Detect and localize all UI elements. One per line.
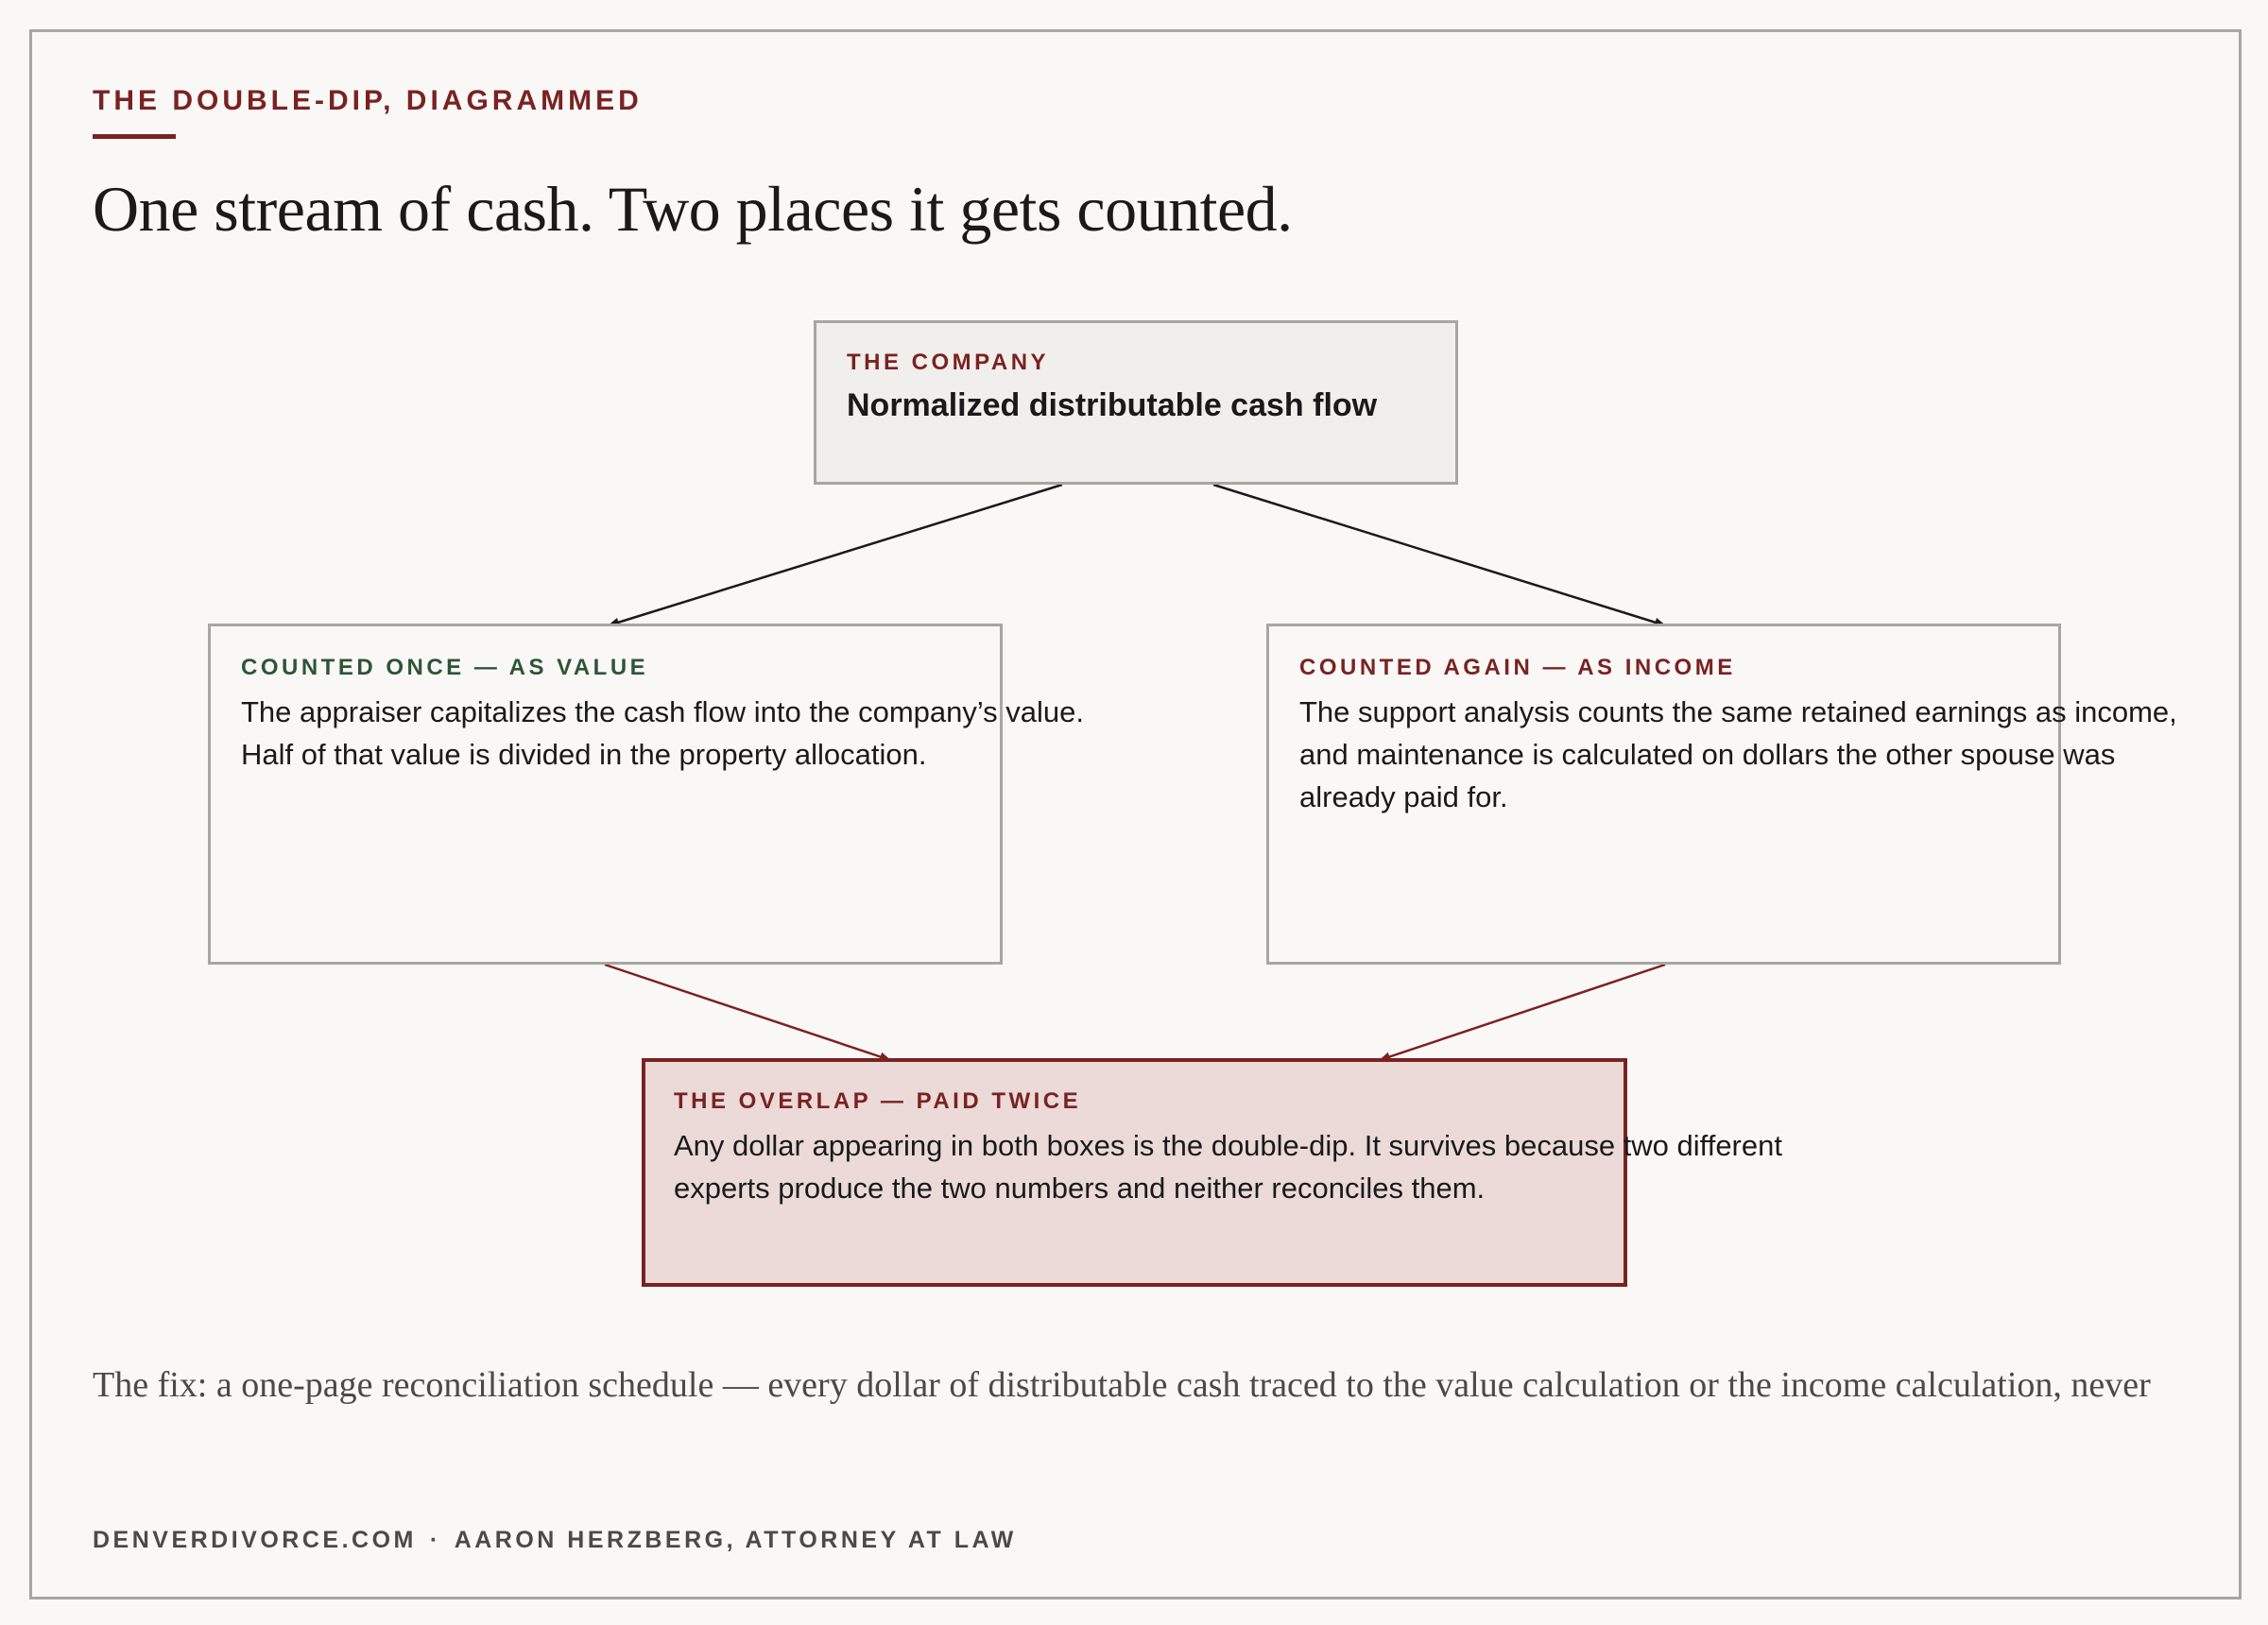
value-body	[241, 691, 1085, 776]
footer-separator: ·	[429, 1527, 441, 1553]
arrow-income-to-overlap	[1380, 965, 1665, 1060]
footer-site: DENVERDIVORCE.COM	[93, 1527, 417, 1553]
value-tag: COUNTED ONCE — AS VALUE	[241, 655, 649, 680]
company-box	[814, 320, 1458, 485]
arrow-company-to-value	[609, 485, 1062, 625]
page-title: One stream of cash. Two places it gets counted.	[93, 173, 1293, 245]
arrow-company-to-income	[1213, 485, 1665, 625]
income-tag: COUNTED AGAIN — AS INCOME	[1299, 655, 1736, 680]
overlap-line: Any dollar appearing in both boxes is the double-dip. It survives because two different	[674, 1129, 1782, 1162]
income-line: and maintenance is calculated on dollars the other spouse was	[1299, 738, 2116, 771]
value-line: Half of that value is divided in the property allocation.	[241, 738, 927, 771]
company-heading: Normalized distributable cash flow	[847, 387, 1378, 423]
value-line: The appraiser capitalizes the cash flow into the company’s value.	[241, 695, 1085, 728]
eyebrow-rule	[93, 134, 176, 139]
card-frame	[29, 29, 2242, 1599]
footer-attorney: AARON HERZBERG, ATTORNEY AT LAW	[454, 1527, 1017, 1553]
value-box	[208, 624, 1085, 965]
eyebrow-label: THE DOUBLE-DIP, DIAGRAMMED	[93, 85, 643, 116]
income-line: The support analysis counts the same retained earnings as income,	[1299, 695, 2177, 728]
arrow-value-to-overlap	[605, 965, 890, 1060]
overlap-box	[642, 1058, 1782, 1287]
fix-statement: The fix: a one-page reconciliation schedule — every dollar of distributable cash traced to the value calculation or the income calculation, never	[93, 1365, 2151, 1405]
overlap-body	[674, 1124, 1782, 1209]
company-tag: THE COMPANY	[847, 350, 1050, 375]
overlap-line: experts produce the two numbers and neither reconciles them.	[674, 1172, 1486, 1205]
income-body	[1299, 691, 2177, 818]
income-box	[1266, 624, 2177, 965]
footer	[93, 1527, 1017, 1554]
overlap-tag: THE OVERLAP — PAID TWICE	[674, 1088, 1082, 1114]
income-line: already paid for.	[1299, 780, 1508, 813]
